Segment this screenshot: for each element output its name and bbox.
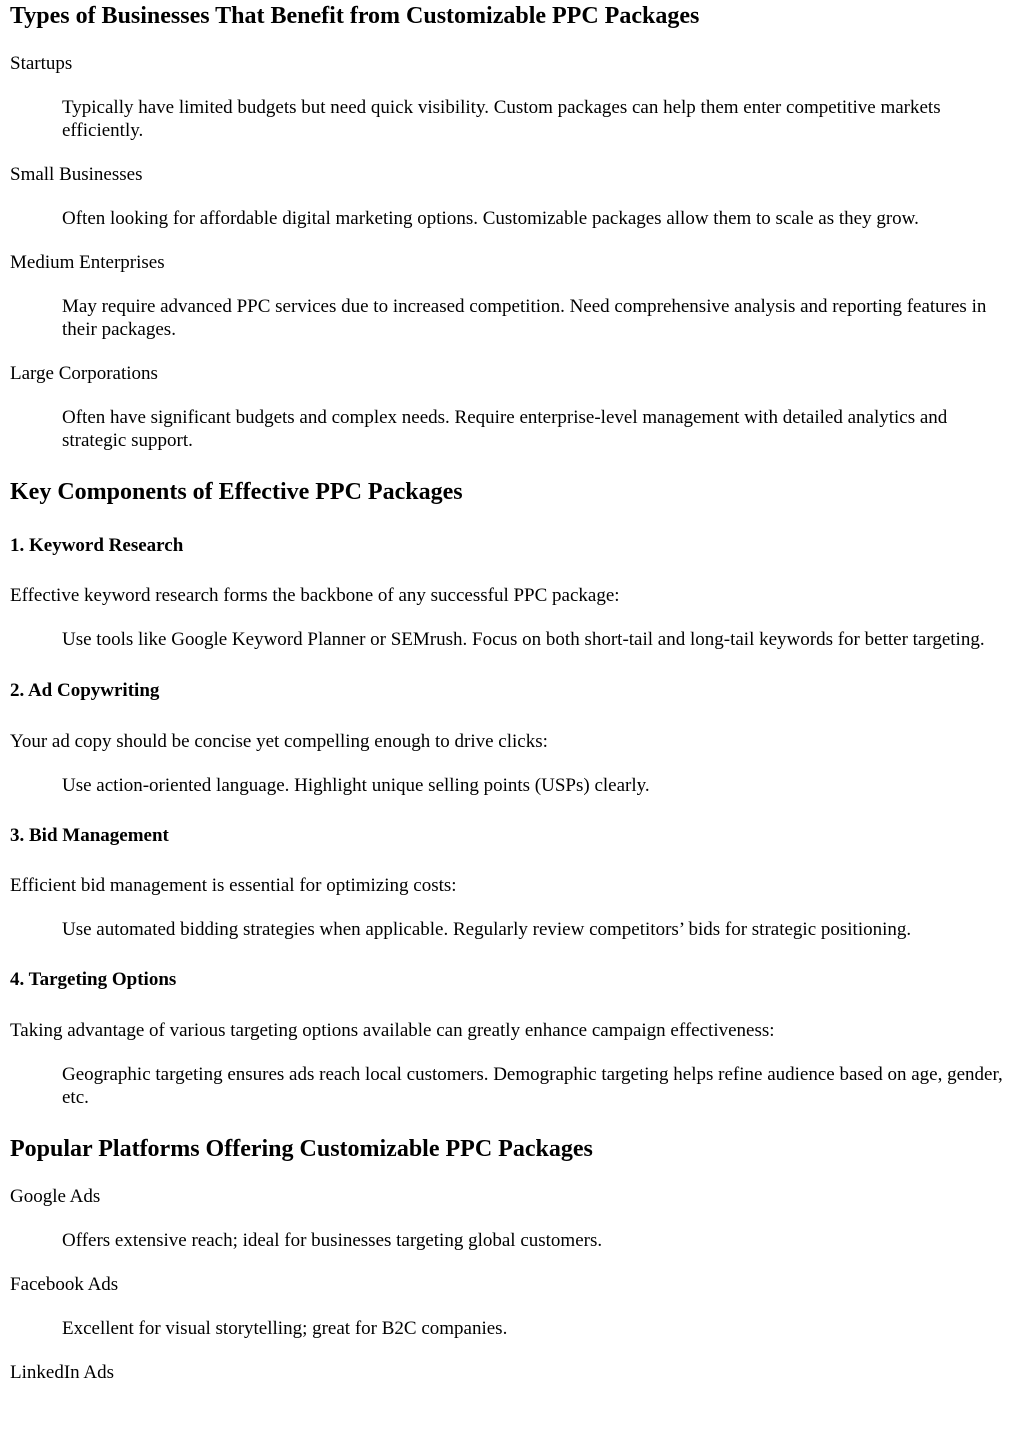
section-heading-business-types: Types of Businesses That Benefit from Customizable PPC Packages: [10, 3, 700, 29]
list-term: LinkedIn Ads: [10, 1362, 114, 1383]
component-intro: Taking advantage of various targeting options available can greatly enhance campaign effectiveness:: [10, 1020, 775, 1041]
list-term: Large Corporations: [10, 363, 158, 384]
component-detail: Use action-oriented language. Highlight unique selling points (USPs) clearly.: [62, 775, 650, 796]
component-intro: Efficient bid management is essential for optimizing costs:: [10, 875, 457, 896]
list-description: Offers extensive reach; ideal for businesses targeting global customers.: [62, 1230, 603, 1251]
list-term: Google Ads: [10, 1186, 101, 1207]
list-term: Startups: [10, 53, 73, 74]
section-heading-popular-platforms: Popular Platforms Offering Customizable PPC Packages: [10, 1136, 593, 1162]
section-heading-key-components: Key Components of Effective PPC Packages: [10, 479, 463, 505]
component-detail: Geographic targeting ensures ads reach local customers. Demographic targeting helps refine audience based on age, gender, etc.: [62, 1064, 1003, 1108]
component-detail: Use automated bidding strategies when applicable. Regularly review competitors’ bids for strategic positioning.: [62, 919, 912, 940]
component-intro: Your ad copy should be concise yet compelling enough to drive clicks:: [10, 731, 548, 752]
business-types-list: [10, 52, 1014, 452]
article-page: [0, 2, 1024, 1384]
list-description: Often looking for affordable digital marketing options. Customizable packages allow them to scale as they grow.: [62, 208, 919, 229]
list-description: Excellent for visual storytelling; great for B2C companies.: [62, 1318, 508, 1339]
list-term: Facebook Ads: [10, 1274, 119, 1295]
component-title-targeting-options: 4. Targeting Options: [10, 969, 177, 990]
list-term: Small Businesses: [10, 164, 143, 185]
platforms-list: [10, 1185, 1014, 1384]
component-intro: Effective keyword research forms the backbone of any successful PPC package:: [10, 585, 620, 606]
component-detail: Use tools like Google Keyword Planner or SEMrush. Focus on both short-tail and long-tail keywords for better targeting.: [62, 629, 985, 650]
list-description: Often have significant budgets and complex needs. Require enterprise-level management with detailed analytics and strategic support.: [62, 407, 948, 451]
list-description: Typically have limited budgets but need quick visibility. Custom packages can help them enter competitive markets efficiently.: [62, 97, 941, 141]
component-title-bid-management: 3. Bid Management: [10, 825, 169, 846]
list-description: May require advanced PPC services due to increased competition. Need comprehensive analysis and reporting features in their packages.: [62, 296, 987, 340]
component-title-ad-copywriting: 2. Ad Copywriting: [10, 680, 160, 701]
component-title-keyword-research: 1. Keyword Research: [10, 535, 184, 556]
list-term: Medium Enterprises: [10, 252, 165, 273]
